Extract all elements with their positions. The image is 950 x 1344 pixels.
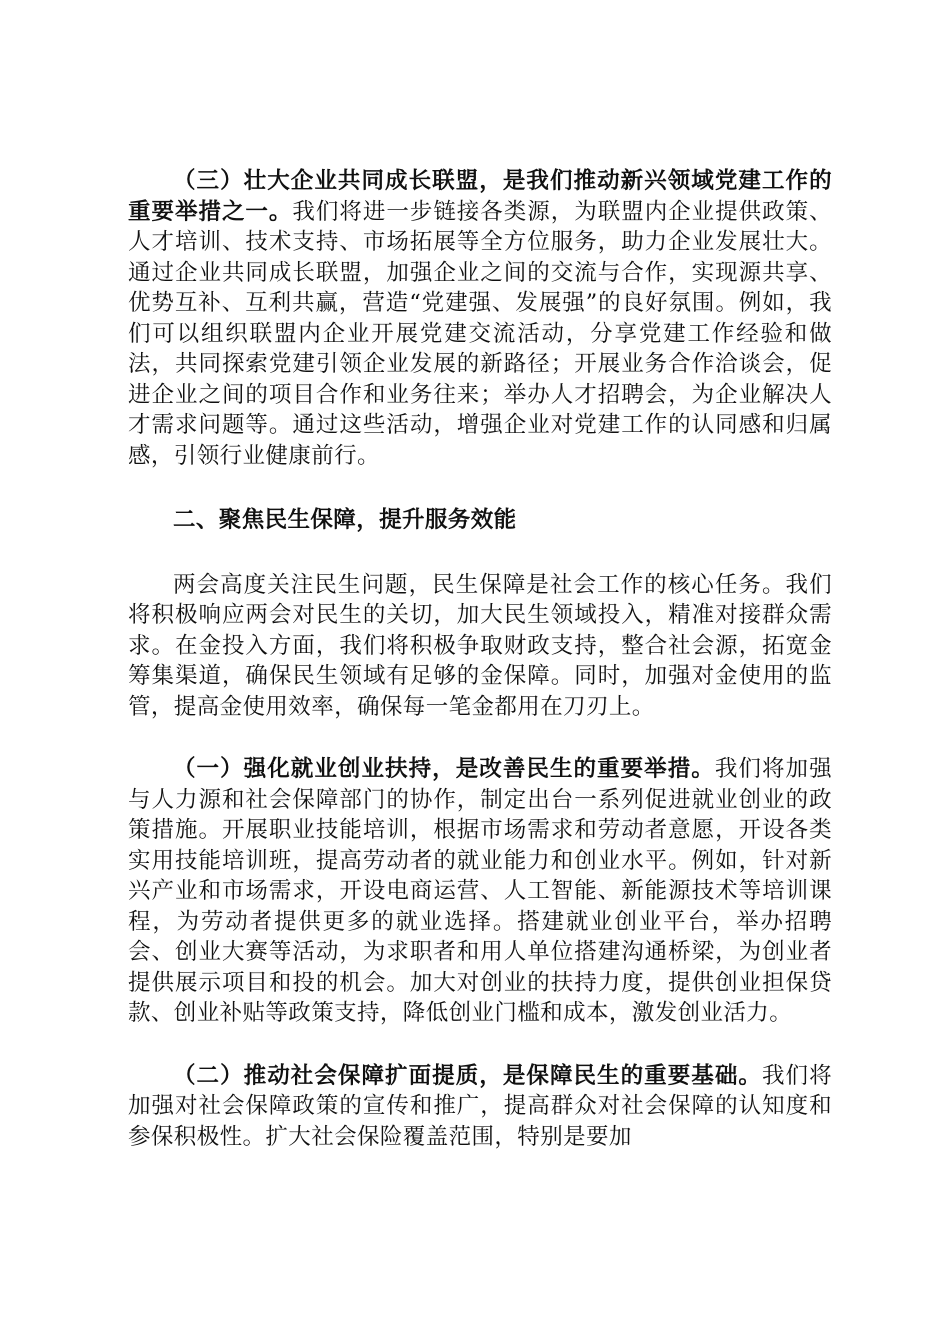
paragraph-employment [128, 754, 832, 1029]
paragraph-alliance-lead: （三）壮大企业共同成长联盟，是我们推动新兴领域党建工作的重要举措之一。 [128, 168, 832, 225]
document-body [128, 166, 832, 1152]
paragraph-livelihood: 两会高度关注民生问题，民生保障是社会工作的核心任务。我们将积极响应两会对民生的关切，加大民生领域投入，精准对接群众需求。在金投入方面，我们将积极争取财政支持，整合社会源，拓宽金筹集渠道，确保民生领域有足够的金保障。同时，加强对金使用的监管，提高金使用效率，确保每一笔金都用在刀刃上。 [128, 571, 832, 720]
section-heading: 二、聚焦民生保障，提升服务效能 [173, 507, 517, 533]
paragraph-social-security-body: 我们将加强对社会保障政策的宣传和推广，提高群众对社会保障的认知度和参保积极性。扩大社会保险覆盖范围，特别是要加 [128, 1062, 832, 1150]
paragraph-alliance [128, 166, 832, 471]
paragraph-social-security-lead: （二）推动社会保障扩面提质，是保障民生的重要基础。 [173, 1062, 762, 1089]
paragraph-alliance-body: 我们将进一步链接各类源，为联盟内企业提供政策、人才培训、技术支持、市场拓展等全方位服务，助力企业发展壮大。通过企业共同成长联盟，加强企业之间的交流与合作，实现源共享、优势互补、互利共赢，营造“党建强、发展强”的良好氛围。例如，我们可以组织联盟内企业开展党建交流活动，分享党建工作经验和做法，共同探索党建引领企业发展的新路径；开展业务合作洽谈会，促进企业之间的项目合作和业务往来；举办人才招聘会，为企业解决人才需求问题等。通过这些活动，增强企业对党建工作的认同感和归属感，引领行业健康前行。 [128, 198, 832, 469]
paragraph-employment-body: 我们将加强与人力源和社会保障部门的协作，制定出台一系列促进就业创业的政策措施。开展职业技能培训，根据市场需求和劳动者意愿，开设各类实用技能培训班，提高劳动者的就业能力和创业水平。例如，针对新兴产业和市场需求，开设电商运营、人工智能、新能源技术等培训课程，为劳动者提供更多的就业选择。搭建就业创业平台，举办招聘会、创业大赛等活动，为求职者和用人单位搭建沟通桥梁，为创业者提供展示项目和投的机会。加大对创业的扶持力度，提供创业担保贷款、创业补贴等政策支持，降低创业门槛和成本，激发创业活力。 [128, 756, 832, 1026]
paragraph-employment-lead: （一）强化就业创业扶持，是改善民生的重要举措。 [173, 756, 715, 782]
paragraph-social-security [128, 1061, 832, 1153]
